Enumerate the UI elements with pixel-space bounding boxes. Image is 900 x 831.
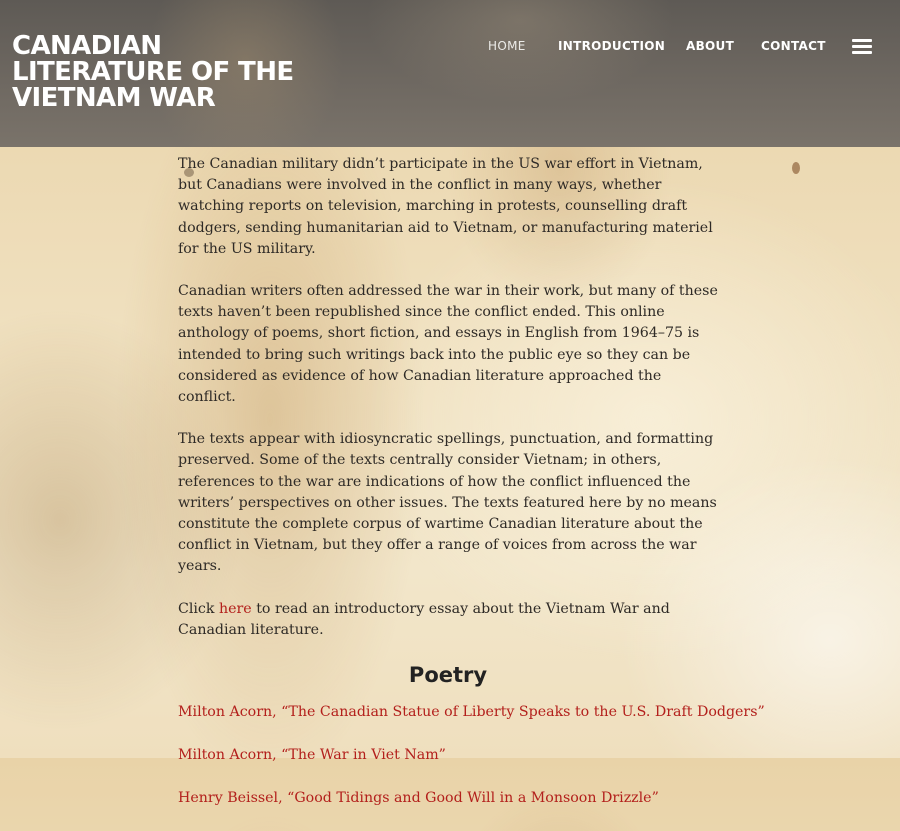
- poem-list-item: [178, 788, 718, 809]
- site-header: [0, 0, 900, 147]
- nav-introduction-link[interactable]: INTRODUCTION: [558, 39, 666, 53]
- poetry-list: [178, 702, 765, 809]
- nav-contact-link[interactable]: CONTACT: [761, 39, 826, 53]
- poem-list-item: [178, 745, 718, 766]
- menu-bar: [852, 51, 872, 54]
- poetry-heading: Poetry: [408, 663, 488, 688]
- intro-paragraph-4: [178, 599, 718, 641]
- menu-bar: [852, 45, 872, 48]
- intro-paragraph-1: The Canadian military didn’t participate in the US war effort in Vietnam, but Canadians were involved in the conflict in many ways, whether watching reports on television, marching in protests, counselling draft dodgers, sending humanitarian aid to Vietnam, or manufacturing materiel for the US military.: [178, 156, 713, 257]
- paper-stain: [792, 162, 800, 174]
- poem-list-item: [178, 702, 765, 723]
- click-text: Click: [178, 600, 219, 617]
- poem-link[interactable]: Milton Acorn, “The Canadian Statue of Liberty Speaks to the U.S. Draft Dodgers”: [178, 704, 765, 721]
- poem-link[interactable]: Henry Beissel, “Good Tidings and Good Will in a Monsoon Drizzle”: [178, 790, 659, 807]
- poem-link[interactable]: Milton Acorn, “The War in Viet Nam”: [178, 747, 446, 764]
- site-title[interactable]: CANADIAN LITERATURE OF THE VIETNAM WAR: [12, 31, 294, 113]
- hamburger-menu-icon[interactable]: [852, 39, 872, 54]
- nav-home-link[interactable]: HOME: [488, 39, 526, 53]
- intro-paragraph-2: Canadian writers often addressed the war in their work, but many of these texts haven’t been republished since the conflict ended. This online anthology of poems, short fiction, and essays in English from 1964–75 is intended to bring such writings back into the public eye so they can be considered as evidence of how Canadian literature approached the conflict.: [178, 283, 718, 406]
- menu-bar: [852, 39, 872, 42]
- main-content: [178, 154, 765, 831]
- intro-paragraph-3: The texts appear with idiosyncratic spellings, punctuation, and formatting preserved. Some of the texts centrally consider Vietnam; in others, references to the war are indications of how the conflict influenced the writers’ perspectives on other issues. The texts featured here by no means constitute the complete corpus of wartime Canadian literature about the conflict in Vietnam, but they offer a range of voices from across the war years.: [178, 431, 717, 575]
- nav-about-link[interactable]: ABOUT: [686, 39, 735, 53]
- intro-essay-link[interactable]: here: [218, 600, 252, 617]
- main-nav: [0, 38, 900, 58]
- intro-essay-text: to read an introductory essay about the Vietnam War and Canadian literature.: [178, 600, 670, 638]
